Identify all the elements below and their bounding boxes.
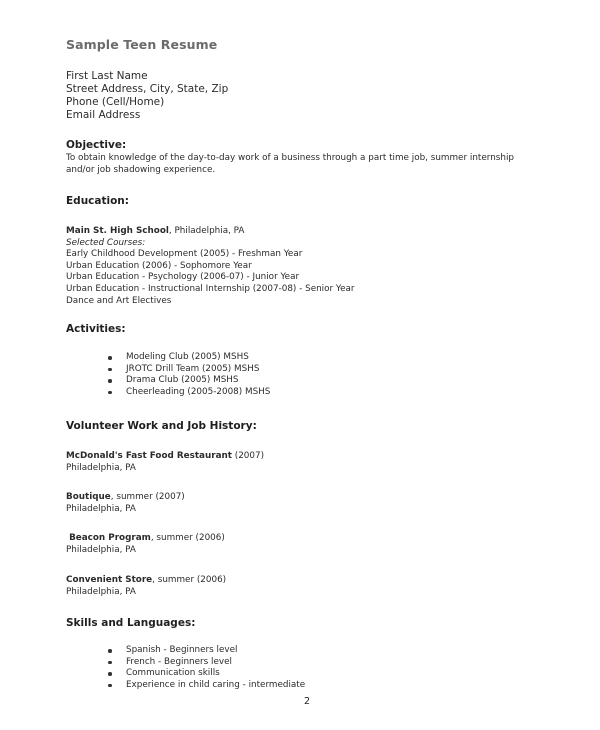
list-item: Communication skills [106,668,305,680]
job-name: Boutique [66,492,111,502]
contact-email: Email Address [66,109,141,121]
document-title: Sample Teen Resume [66,37,218,52]
job-detail: , summer (2007) [110,492,185,502]
objective-line: and/or job shadowing experience. [66,164,216,175]
job-name: Convenient Store [66,575,153,585]
job-detail: (2007) [231,451,265,461]
job-location: Philadelphia, PA [66,544,136,555]
work-heading: Volunteer Work and Job History: [66,420,257,432]
job-entry [66,451,264,474]
education-block [66,226,355,307]
course-item: Urban Education (2006) - Sophomore Year [66,260,252,271]
skills-list [106,645,305,691]
job-entry [66,575,226,598]
list-item: Spanish - Beginners level [106,645,305,657]
activities-heading: Activities: [66,323,126,335]
contact-phone: Phone (Cell/Home) [66,96,165,108]
contact-address: Street Address, City, State, Zip [66,83,229,95]
list-item: Modeling Club (2005) MSHS [106,352,270,364]
list-item: JROTC Drill Team (2005) MSHS [106,364,270,376]
contact-name: First Last Name [66,70,148,82]
objective-heading: Objective: [66,139,127,151]
activities-list [106,352,270,398]
job-entry [66,533,225,556]
list-item: Cheerleading (2005-2008) MSHS [106,387,270,399]
job-detail: , summer (2006) [152,575,227,585]
list-item: French - Beginners level [106,657,305,669]
list-item: Drama Club (2005) MSHS [106,375,270,387]
course-item: Early Childhood Development (2005) - Freshman Year [66,249,303,260]
page-number: 2 [304,696,311,707]
objective-text [66,153,514,176]
school-location: , Philadelphia, PA [168,226,245,236]
job-detail: , summer (2006) [150,533,225,543]
school-line [66,226,355,238]
job-entry [66,492,185,515]
skills-heading: Skills and Languages: [66,617,196,629]
courses-label: Selected Courses: [66,237,146,248]
objective-line: To obtain knowledge of the day-to-day work of a business through a part time job, summer internship [66,153,514,163]
job-name: Beacon Program [66,533,151,543]
course-item: Dance and Art Electives [66,295,172,306]
job-name: McDonald's Fast Food Restaurant [66,451,232,461]
course-item: Urban Education - Instructional Internship (2007-08) - Senior Year [66,283,355,294]
job-location: Philadelphia, PA [66,503,136,514]
job-location: Philadelphia, PA [66,462,136,473]
contact-block [66,70,228,122]
education-heading: Education: [66,195,129,207]
school-name: Main St. High School [66,226,169,236]
job-location: Philadelphia, PA [66,586,136,597]
list-item: Experience in child caring - intermediate [106,680,305,692]
course-item: Urban Education - Psychology (2006-07) - Junior Year [66,272,300,283]
